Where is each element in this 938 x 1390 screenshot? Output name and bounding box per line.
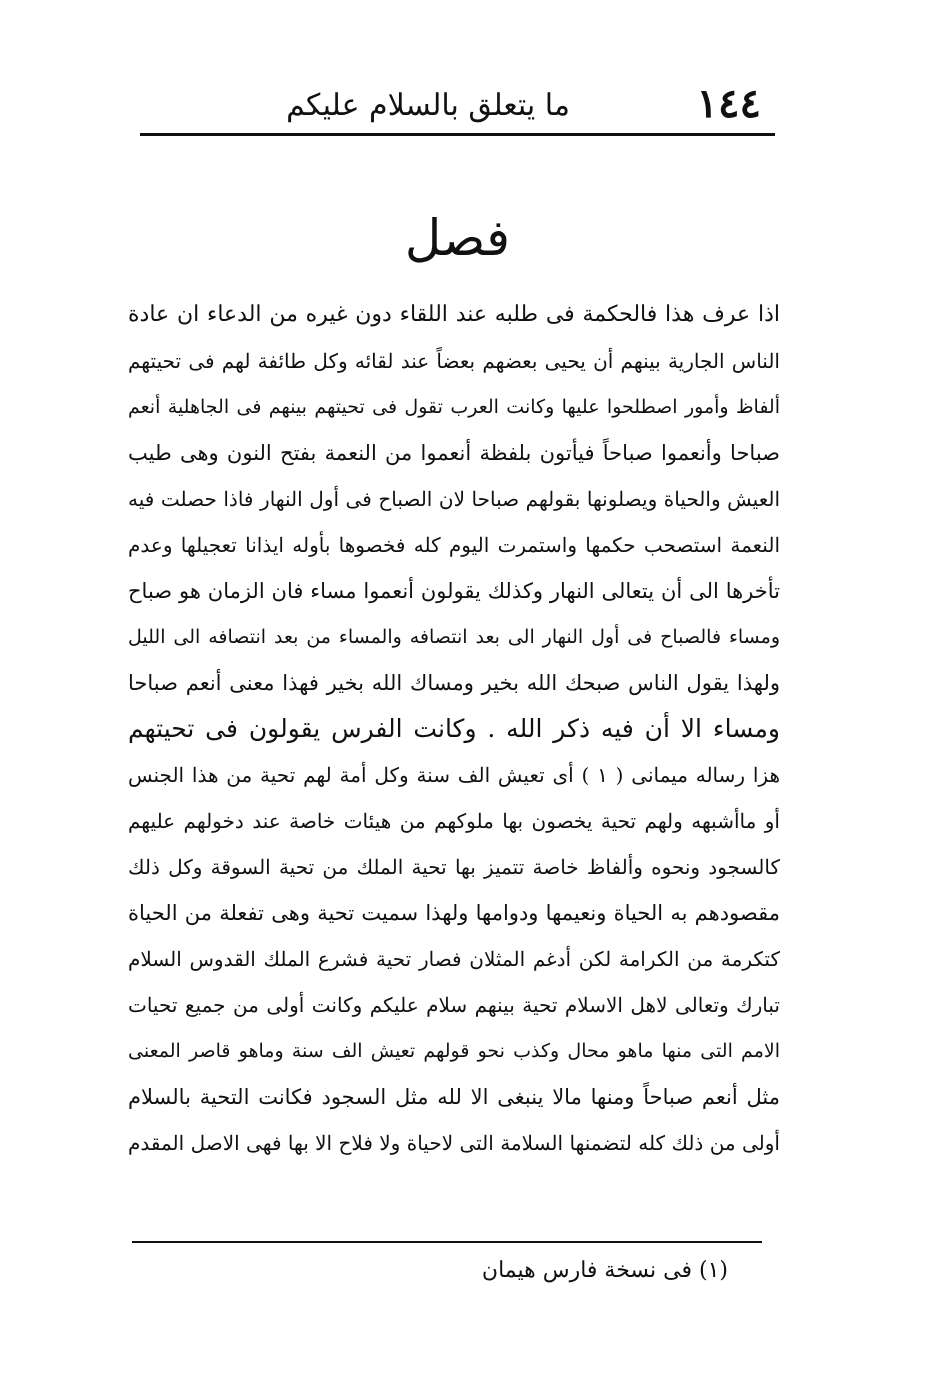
- text-line: اذا عرف هذا فالحكمة فى طلبه عند اللقاء دون غيره من الدعاء ان عادة: [128, 302, 780, 327]
- text-line: ألفاظ وأمور اصطلحوا عليها وكانت العرب تقول فى تحيتهم بينهم فى الجاهلية أنعم: [128, 396, 780, 418]
- text-line: مقصودهم به الحياة ونعيمها ودوامها ولهذا سميت تحية وهى تفعلة من الحياة: [128, 901, 780, 925]
- text-line: النعمة استصحب حكمها واستمرت اليوم كله فخصوها بأوله ايذانا تعجيلها وعدم: [128, 533, 780, 557]
- page-header: [140, 80, 775, 132]
- text-line: الامم التى منها ماهو محال وكذب نحو قولهم تعيش الف سنة وماهو قاصر المعنى: [128, 1040, 780, 1062]
- footnote: (١) فى نسخة فارس هيمان: [481, 1258, 728, 1283]
- text-line: مثل أنعم صباحاً ومنها مالا ينبغى الا لله مثل السجود فكانت التحية بالسلام: [128, 1085, 780, 1109]
- text-line: أو ماأشبهه ولهم تحية يخصون بها ملوكهم من هيئات خاصة عند دخولهم عليهم: [128, 809, 780, 833]
- text-line: ومساء فالصباح فى أول النهار الى بعد انتصافه والمساء من بعد انتصافه الى الليل: [128, 626, 780, 648]
- section-title: فصل: [404, 209, 511, 267]
- text-line: تبارك وتعالى لاهل الاسلام تحية بينهم سلام عليكم وكانت أولى من جميع تحيات: [128, 993, 780, 1017]
- header-rule: [140, 133, 775, 136]
- text-line: العيش والحياة ويصلونها بقولهم صباحا لان الصباح فى أول النهار فاذا حصلت فيه: [128, 487, 780, 511]
- footnote-rule: [132, 1241, 762, 1243]
- text-line: كتكرمة من الكرامة لكن أدغم المثلان فصار تحية فشرع الملك القدوس السلام: [128, 947, 780, 971]
- text-line: ومساء الا أن فيه ذكر الله . وكانت الفرس يقولون فى تحيتهم: [128, 714, 780, 743]
- page-number: ١٤٤: [696, 80, 761, 127]
- text-line: أولى من ذلك كله لتضمنها السلامة التى لاحياة ولا فلاح الا بها فهى الاصل المقدم: [128, 1131, 780, 1155]
- body-text: [128, 292, 780, 1166]
- text-line: هزا رساله ميمانى ( ١ ) أى تعيش الف سنة وكل أمة لهم تحية من هذا الجنس: [128, 763, 780, 787]
- text-line: الناس الجارية بينهم أن يحيى بعضهم بعضاً عند لقائه وكل طائفة لهم فى تحيتهم: [128, 349, 780, 373]
- running-title: ما يتعلق بالسلام عليكم: [286, 88, 570, 123]
- text-line: كالسجود ونحوه وألفاظ خاصة تتميز بها تحية الملك من تحية السوقة وكل ذلك: [128, 855, 780, 879]
- text-line: ولهذا يقول الناس صبحك الله بخير ومساك الله بخير فهذا معنى أنعم صباحا: [128, 671, 780, 695]
- text-line: تأخرها الى أن يتعالى النهار وكذلك يقولون أنعموا مساء فان الزمان هو صباح: [128, 579, 780, 603]
- text-line: صباحا وأنعموا صباحاً فيأتون بلفظة أنعموا من النعمة بفتح النون وهى طيب: [128, 441, 780, 465]
